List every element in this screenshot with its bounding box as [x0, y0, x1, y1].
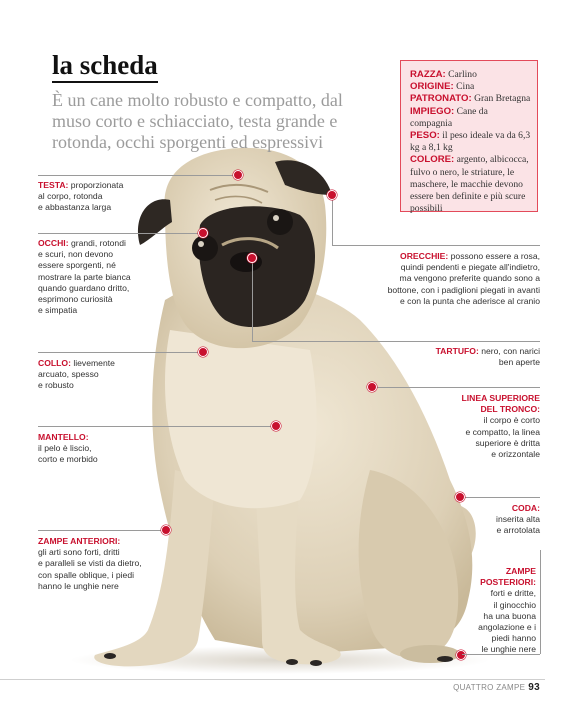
- connector-tartufo: [252, 341, 540, 342]
- marker-mantello: [271, 421, 281, 431]
- connector-zampe-posteriori-v: [540, 550, 541, 654]
- marker-collo: [198, 347, 208, 357]
- info-row-patronato: PATRONATO: Gran Bretagna: [410, 93, 531, 105]
- label-zampe-posteriori: ZAMPE POSTERIORI: forti e dritte, il ginocchio ha una buona angolazione e i piedi hanno le unghie nere: [478, 566, 536, 655]
- connector-coda: [460, 497, 540, 498]
- marker-linea: [367, 382, 377, 392]
- connector-zampe-anteriori: [38, 530, 166, 531]
- label-coda: CODA: inserita alta e arrotolata: [496, 503, 540, 536]
- marker-zampe-anteriori: [161, 525, 171, 535]
- page-title: la scheda: [52, 50, 158, 83]
- label-zampe-anteriori: ZAMPE ANTERIORI: gli arti sono forti, dritti e paralleli se visti da dietro, con spalle oblique, i piedi hanno le unghie nere: [38, 536, 142, 591]
- page-footer: [453, 682, 540, 693]
- connector-linea: [372, 387, 540, 388]
- page-subtitle: È un cane molto robusto e compatto, dal muso corto e schiacciato, testa grande e rotonda, occhi sporgenti ed espressivi: [52, 90, 343, 152]
- label-occhi: OCCHI: grandi, rotondi e scuri, non devono essere sporgenti, né mostrare la parte bianca quando guardano dritto, esprimono curiosità e simpatia: [38, 238, 131, 316]
- page-number: 93: [528, 682, 540, 693]
- marker-orecchie: [327, 190, 337, 200]
- marker-testa: [233, 170, 243, 180]
- connector-occhi: [38, 233, 203, 234]
- connector-mantello: [38, 426, 276, 427]
- magazine-name: QUATTRO ZAMPE: [453, 683, 526, 692]
- connector-orecchie-v: [332, 195, 333, 245]
- breed-info-box: [400, 60, 538, 215]
- info-row-peso: PESO: il peso ideale va da 6,3 kg a 8,1 kg: [410, 130, 531, 154]
- connector-testa: [38, 175, 238, 176]
- label-mantello: MANTELLO: il pelo è liscio, corto e morbido: [38, 432, 98, 465]
- connector-orecchie: [332, 245, 540, 246]
- marker-occhi: [198, 228, 208, 238]
- label-orecchie: ORECCHIE: possono essere a rosa, quindi pendenti e piegate all'indietro, ma vengono preferite quando sono a bottone, con i padiglioni piegati in avanti e con la punta che aderisce al cranio: [387, 251, 540, 306]
- info-row-colore: COLORE: argento, albicocca, fulvo o nero, le striature, le maschere, le macchie devono essere ben definite e più scure possibili: [410, 154, 529, 215]
- info-row-razza: RAZZA: Carlino: [410, 69, 477, 80]
- label-testa: TESTA: proporzionata al corpo, rotonda e abbastanza larga: [38, 180, 124, 213]
- label-tartufo: TARTUFO: nero, con narici ben aperte: [435, 346, 540, 368]
- label-collo: COLLO: lievemente arcuato, spesso e robusto: [38, 358, 115, 391]
- info-row-impiego: IMPIEGO: Cane da compagnia: [410, 105, 488, 129]
- connector-collo: [38, 352, 203, 353]
- marker-coda: [455, 492, 465, 502]
- marker-tartufo: [247, 253, 257, 263]
- connector-tartufo-v: [252, 258, 253, 341]
- info-row-origine: ORIGINE: Cina: [410, 81, 475, 93]
- footer-rule: [0, 679, 545, 680]
- label-linea-superiore: LINEA SUPERIORE DEL TRONCO: il corpo è corto e compatto, la linea superiore è dritta e orizzontale: [461, 393, 540, 460]
